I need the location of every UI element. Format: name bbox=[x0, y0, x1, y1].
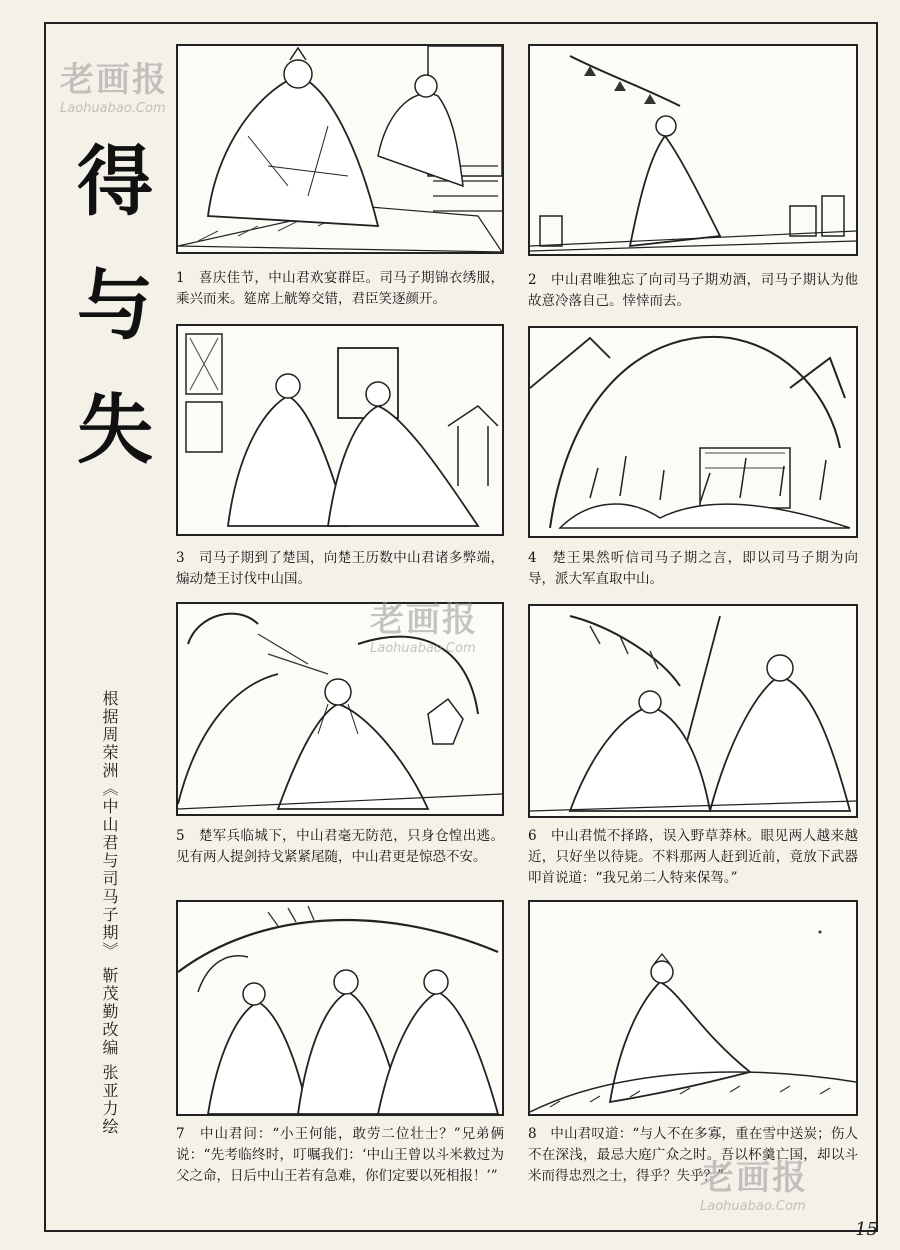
panel-1-illustration bbox=[178, 46, 502, 252]
panel-6-caption: 6 中山君慌不择路，误入野草莽林。眼见两人越来越近，只好坐以待毙。不料那两人赶到近前，竟放下武器叩首说道：“我兄弟二人特来保驾。” bbox=[528, 828, 858, 886]
watermark-top: 老画报 Laohuabao.Com bbox=[60, 60, 168, 116]
comic-panel-4 bbox=[528, 326, 858, 538]
panel-7-caption: 7 中山君问：“小王何能，敢劳二位壮士？”兄弟俩说：“先考临终时，叮嘱我们：‘中山王曾以斗米救过为父之命，日后中山王若有急难，你们定要以死相报！’” bbox=[176, 1126, 504, 1184]
panel-4-caption: 4 楚王果然听信司马子期之言，即以司马子期为向导，派大军直取中山。 bbox=[528, 550, 858, 587]
panel-6-illustration bbox=[530, 606, 856, 816]
panel-1-caption: 1 喜庆佳节，中山君欢宴群臣。司马子期锦衣绣服，乘兴而来。筵席上觥筹交错，君臣笑逐颜开。 bbox=[176, 270, 504, 307]
panel-4-illustration bbox=[530, 328, 856, 536]
comic-panel-2 bbox=[528, 44, 858, 256]
panel-3-caption: 3 司马子期到了楚国，向楚王历数中山君诸多弊端，煽动楚王讨伐中山国。 bbox=[176, 550, 504, 587]
panel-2-illustration bbox=[530, 46, 856, 254]
comic-panel-3 bbox=[176, 324, 504, 536]
credit-adapter: 靳茂勤改编 bbox=[100, 967, 119, 1058]
watermark-middle: 老画报 Laohuabao.Com bbox=[370, 600, 478, 656]
watermark-bottom: 老画报 Laohuabao.Com bbox=[700, 1158, 808, 1214]
panel-5-caption: 5 楚军兵临城下，中山君毫无防范，只身仓惶出逃。见有两人提剑持戈紧紧尾随，中山君更是惊恐不安。 bbox=[176, 828, 504, 865]
panel-8-illustration bbox=[530, 902, 856, 1114]
comic-panel-1 bbox=[176, 44, 504, 254]
credit-artist: 张亚力绘 bbox=[100, 1064, 119, 1137]
comic-panel-5 bbox=[176, 602, 504, 816]
panel-3-illustration bbox=[178, 326, 502, 534]
credits bbox=[96, 690, 122, 1170]
title-char: 与 bbox=[77, 261, 153, 350]
title-char: 得 bbox=[77, 137, 153, 226]
comic-panel-8 bbox=[528, 900, 858, 1116]
panel-8-caption: 8 中山君叹道：“与人不在多寡，重在雪中送炭；伤人不在深浅，最忌大庭广众之时。吾以杯羹亡国，却以斗米而得忠烈之士，得乎？失乎？” bbox=[528, 1126, 858, 1184]
comic-title bbox=[60, 120, 170, 492]
credit-source: 根据周荣洲《中山君与司马子期》 bbox=[100, 690, 119, 960]
comic-panel-7 bbox=[176, 900, 504, 1116]
title-char: 失 bbox=[77, 385, 153, 474]
panel-7-illustration bbox=[178, 902, 502, 1114]
comic-panel-6 bbox=[528, 604, 858, 818]
panel-2-caption: 2 中山君唯独忘了向司马子期劝酒，司马子期认为他故意冷落自己。悻悻而去。 bbox=[528, 272, 858, 309]
page-number: 15 bbox=[855, 1219, 878, 1240]
panel-5-illustration bbox=[178, 604, 502, 814]
